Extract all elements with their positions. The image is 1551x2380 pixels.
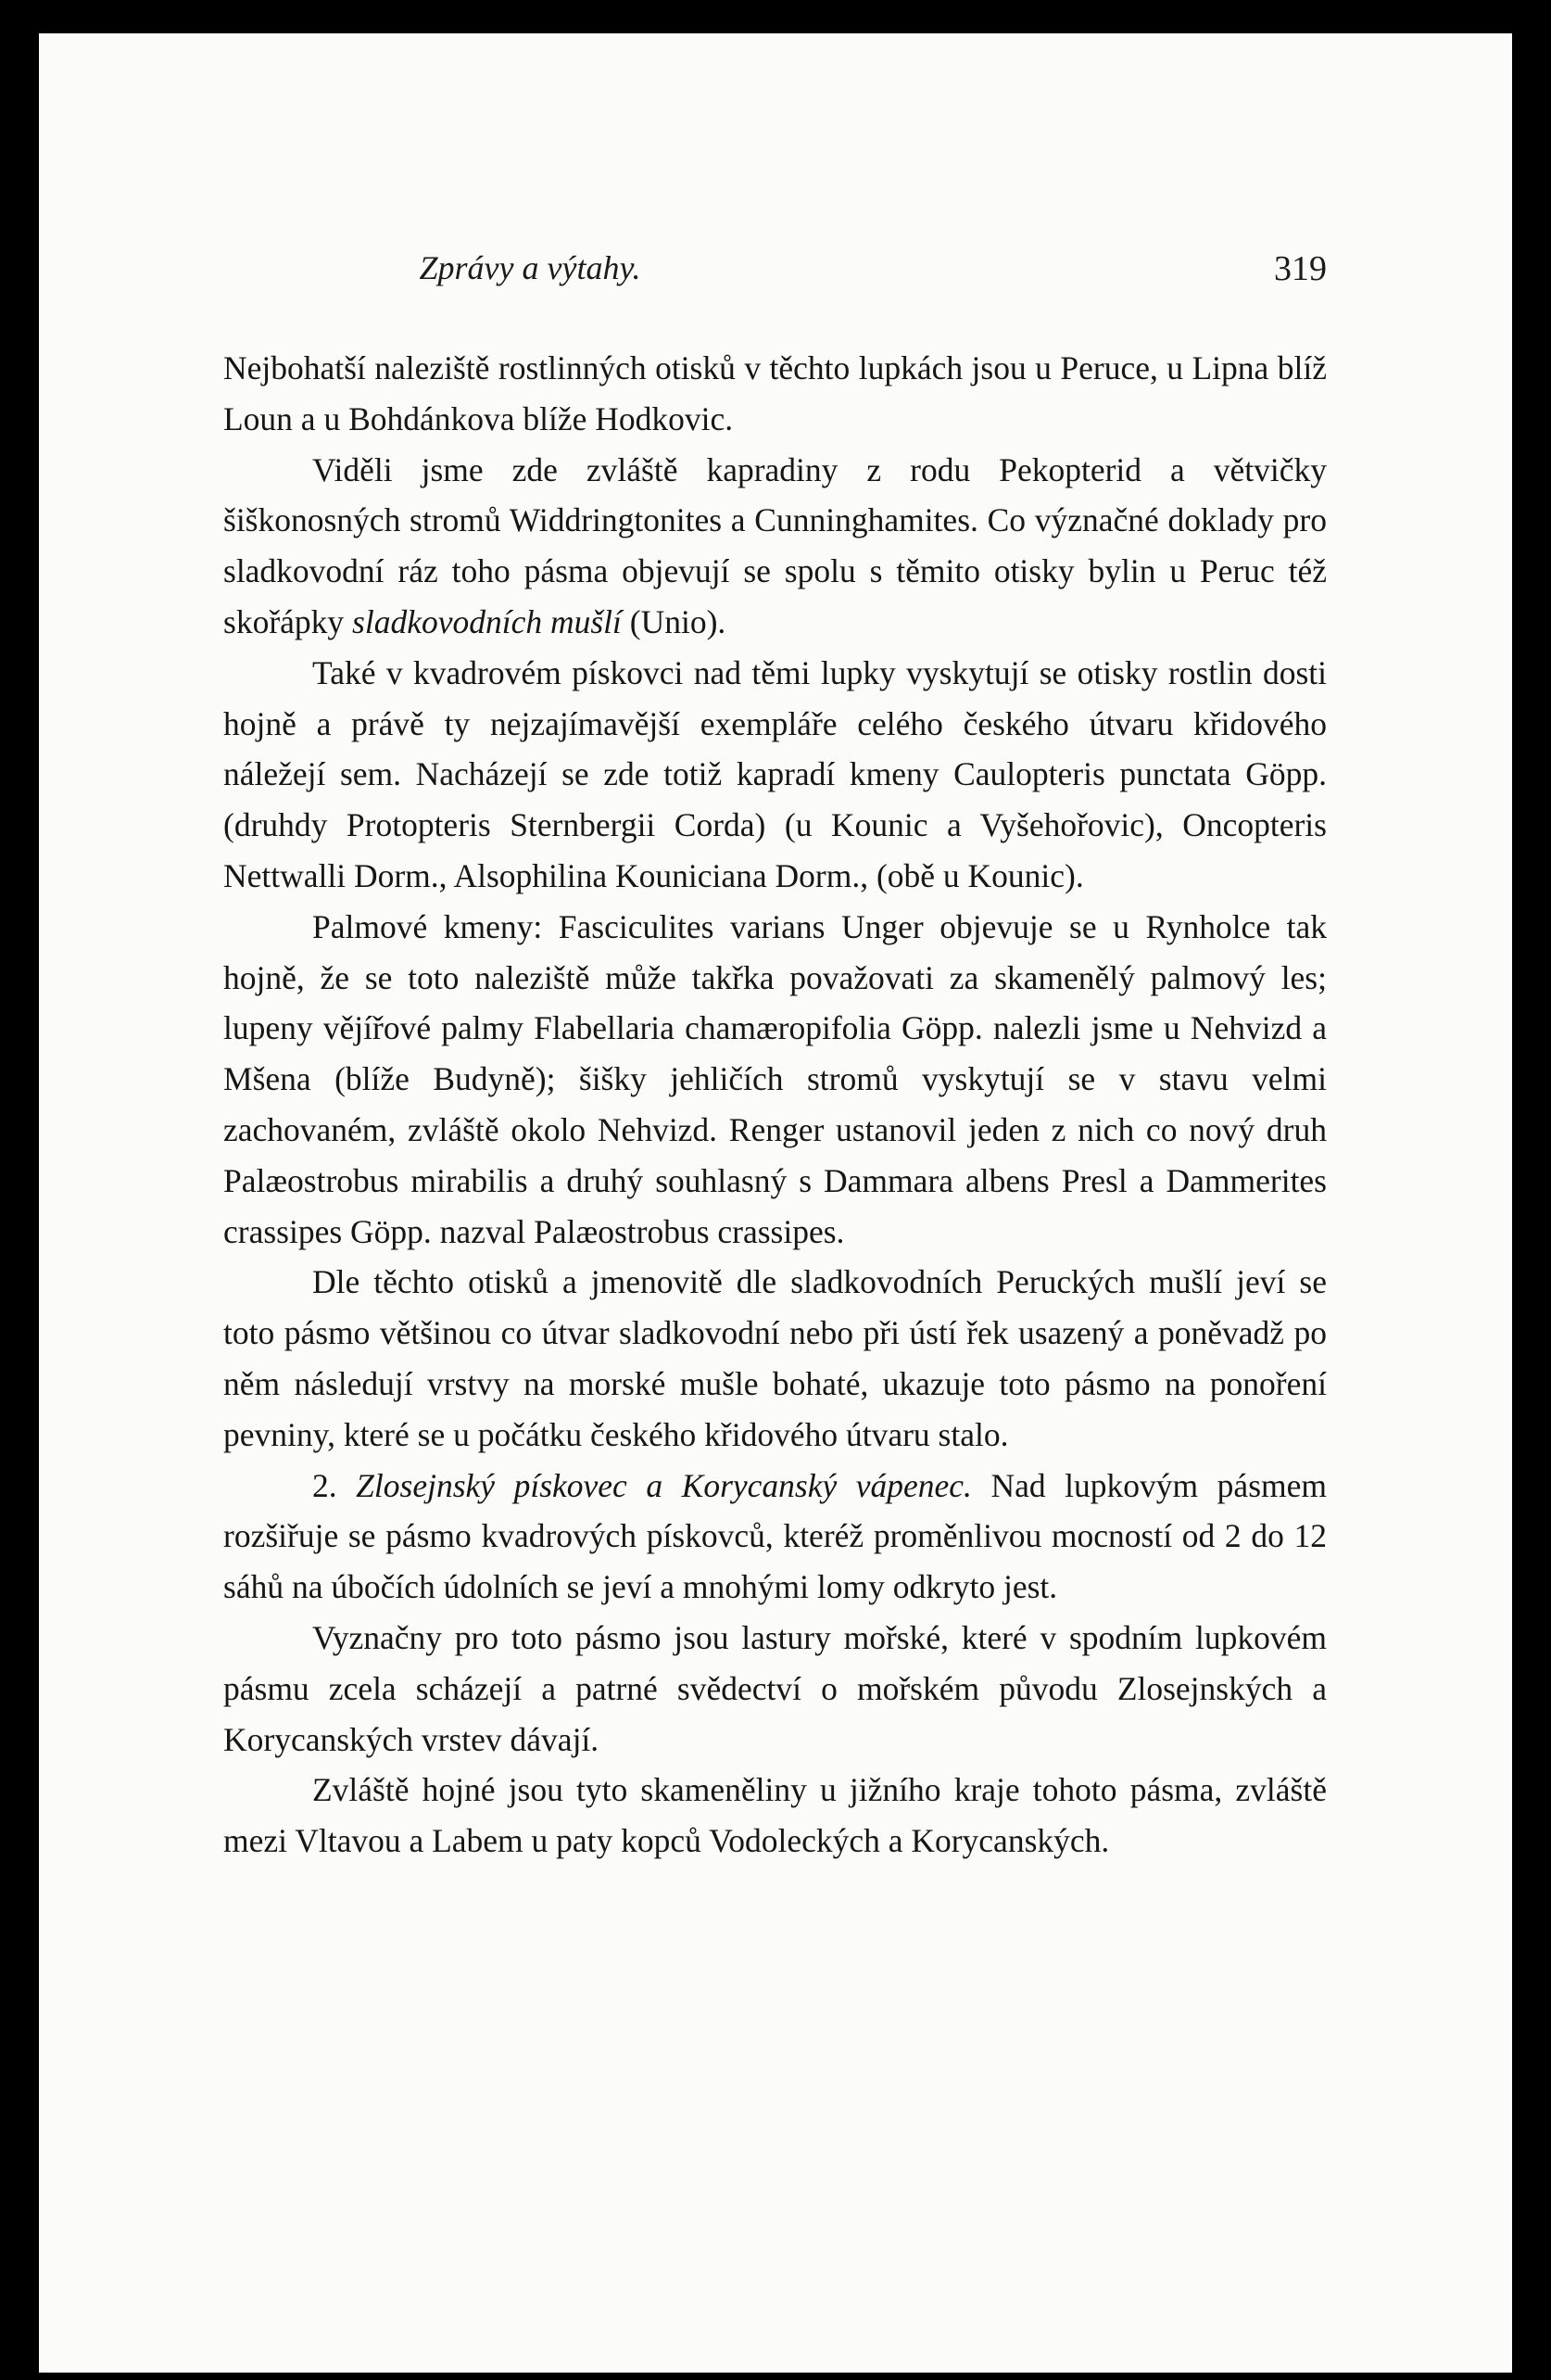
paragraph-5: Dle těchto otisků a jmenovitě dle sladkovodních Peruckých mušlí jeví se toto pásmo většinou co útvar sladkovodní nebo při ústí řek usazený a poněvadž po něm následují vrstvy na morské mušle bohaté, ukazuje toto pásmo na ponoření pevniny, které se u počátku českého křidového útvaru stalo. [223,1263,1327,1453]
section-heading: Zlosejnský pískovec a Korycanský vápenec. [356,1466,972,1504]
paragraph-1: Nejbohatší naleziště rostlinných otisků v těchto lupkách jsou u Peruce, u Lipna blíž Loun a u Bohdánkova blíže Hodkovic. [223,349,1327,437]
paragraph-2-text-b: (Unio). [621,602,726,640]
section-number: 2. [312,1466,357,1504]
running-title: Zprávy a výtahy. [419,249,641,286]
book-page [39,33,1512,2373]
paragraph-3: Také v kvadrovém pískovci nad těmi lupky vyskytují se otisky rostlin dosti hojně a právě ty nejzajímavější exempláře celého českého útvaru křidového náležejí sem. Nacházejí se zde totiž kapradí kmeny Caulopteris punctata Göpp. (druhdy Protopteris Sternbergii Corda) (u Kounic a Vyšehořovic), Oncopteris Nettwalli Dorm., Alsophilina Kouniciana Dorm., (obě u Kounic). [223,653,1327,894]
paragraph-2-text-a: Viděli jsme zde zvláště kapradiny z rodu Pekopterid a větvičky šiškonosných stromů Widdringtonites a Cunninghamites. Co význačné doklady pro sladkovodní ráz toho pásma objevují se spolu s těmito otisky bylin u Peruc též skořápky [223,450,1327,640]
page-number: 319 [1274,249,1327,288]
paragraph-4: Palmové kmeny: Fasciculites varians Unger objevuje se u Rynholce tak hojně, že se toto naleziště může takřka považovati za skamenělý palmový les; lupeny vějířové palmy Flabellaria chamæropifolia Göpp. nalezli jsme u Nehvizd a Mšena (blíže Budyně); šišky jehličích stromů vyskytují se v stavu velmi zachovaném, zvláště okolo Nehvizd. Renger ustanovil jeden z nich co nový druh Palæostrobus mirabilis a druhý souhlasný s Dammara albens Presl a Dammerites crassipes Göpp. nazval Palæostrobus crassipes. [223,907,1327,1250]
paragraph-2-italic: sladkovodních mušlí [352,602,622,640]
paragraph-2 [223,445,1327,648]
paragraph-7: Vyznačny pro toto pásmo jsou lastury mořské, které v spodním lupkovém pásmu zcela scházejí a patrné svědectví o mořském původu Zlosejnských a Korycanských vrstev dávají. [223,1618,1327,1758]
paragraph-8: Zvláště hojné jsou tyto skameněliny u jižního kraje tohoto pásma, zvláště mezi Vltavou a Labem u paty kopců Vodoleckých a Korycanských. [223,1771,1327,1860]
body-text [223,343,1327,1867]
page-header [39,241,1512,297]
paragraph-6-text: Nad lupkovým pásmem rozšiřuje se pásmo kvadrových pískovců, kteréž proměnlivou mocností od 2 do 12 sáhů na úbočích údolních se jeví a mnohými lomy odkryto jest. [223,1466,1327,1606]
paragraph-6 [223,1461,1327,1613]
